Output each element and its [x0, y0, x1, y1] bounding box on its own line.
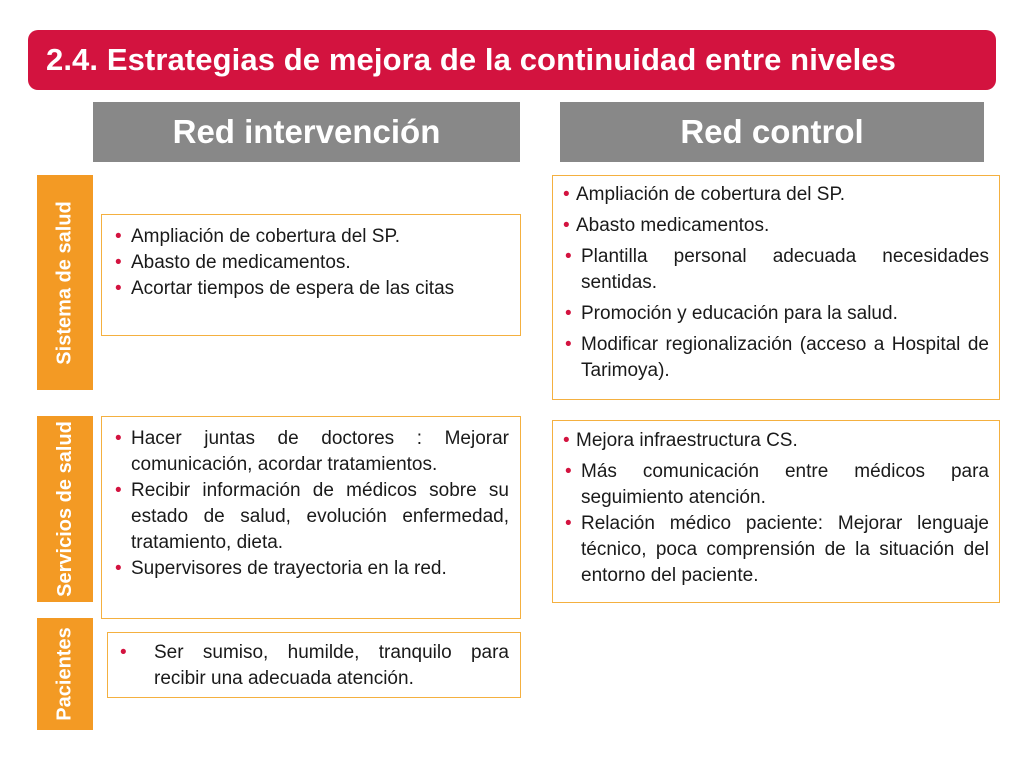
- row-label-pacientes: [37, 618, 93, 730]
- list-item: • Supervisores de trayectoria en la red.: [113, 556, 509, 582]
- list-item: • Modificar regionalización (acceso a Hospital de Tarimoya).: [563, 332, 989, 384]
- intervencion-pacientes-box: [107, 632, 521, 698]
- list-item: • Plantilla personal adecuada necesidades sentidas.: [563, 244, 989, 296]
- list-item: • Ampliación de cobertura del SP.: [563, 182, 989, 208]
- list-item: • Relación médico paciente: Mejorar lenguaje técnico, poca comprensión de la situación del entorno del paciente.: [563, 511, 989, 589]
- list-item: • Acortar tiempos de espera de las citas: [113, 276, 509, 302]
- row-label-text: Servicios de salud: [54, 421, 77, 597]
- row-label-text: Pacientes: [54, 627, 77, 721]
- row-label-text: Sistema de salud: [54, 200, 76, 365]
- list-item: • Ampliación de cobertura del SP.: [113, 224, 509, 250]
- control-sistema-box: [552, 175, 1000, 400]
- list-item: • Ser sumiso, humilde, tranquilo para recibir una adecuada atención.: [116, 640, 509, 692]
- control-servicios-box: [552, 420, 1000, 603]
- list-item: • Recibir información de médicos sobre su estado de salud, evolución enfermedad, tratamiento, dieta.: [113, 478, 509, 556]
- intervencion-servicios-box: [101, 416, 521, 619]
- column-header-red-control: Red control: [560, 102, 984, 162]
- intervencion-sistema-box: [101, 214, 521, 336]
- list-item: • Abasto de medicamentos.: [113, 250, 509, 276]
- row-label-sistema-de-salud: [37, 175, 93, 390]
- column-header-red-intervencion: Red intervención: [93, 102, 520, 162]
- list-item: • Abasto medicamentos.: [563, 213, 989, 239]
- slide-title: 2.4. Estrategias de mejora de la continuidad entre niveles: [28, 30, 996, 90]
- list-item: • Más comunicación entre médicos para seguimiento atención.: [563, 459, 989, 511]
- list-item: • Promoción y educación para la salud.: [563, 301, 989, 327]
- row-label-servicios-de-salud: [37, 416, 93, 602]
- list-item: • Hacer juntas de doctores : Mejorar comunicación, acordar tratamientos.: [113, 426, 509, 478]
- list-item: • Mejora infraestructura CS.: [563, 428, 989, 454]
